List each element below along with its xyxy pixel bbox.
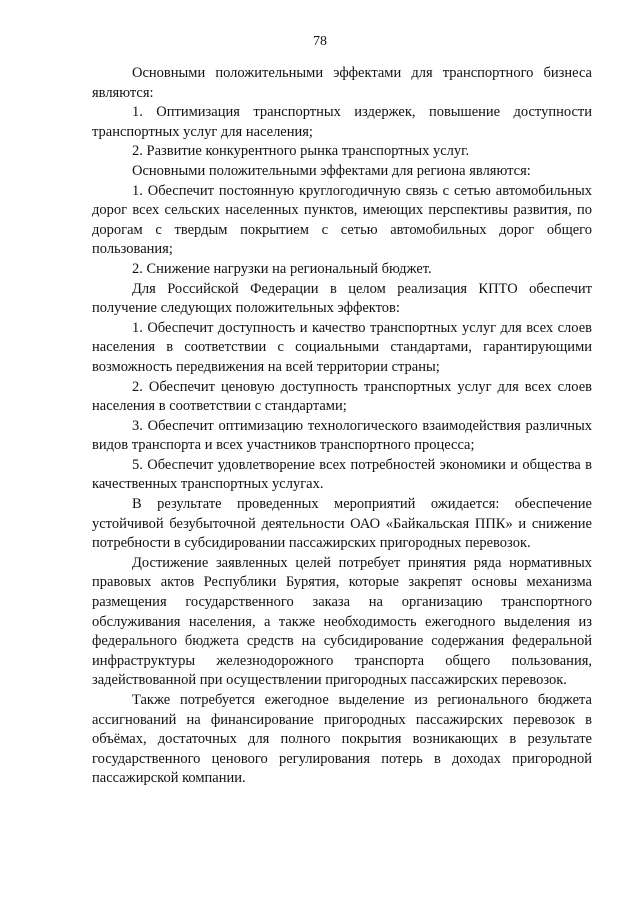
- paragraph: В результате проведенных мероприятий ожидается: обеспечение устойчивой безубыточной деятельности ОАО «Байкальская ППК» и снижение потребности в субсидировании пассажирских пригородных перевозок.: [92, 496, 592, 552]
- paragraph: 3. Обеспечит оптимизацию технологического взаимодействия различных видов транспорта и всех участников транспортного процесса;: [92, 417, 592, 454]
- paragraph: Основными положительными эффектами для транспортного бизнеса являются:: [92, 65, 592, 101]
- paragraph: 1. Оптимизация транспортных издержек, повышение доступности транспортных услуг для населения;: [92, 104, 592, 140]
- paragraph: 5. Обеспечит удовлетворение всех потребностей экономики и общества в качественных транспортных услугах.: [92, 456, 592, 493]
- paragraph: 1. Обеспечит постоянную круглогодичную связь с сетью автомобильных дорог всех сельских населенных пунктов, имеющих перспективы развития, по дорогам с твердым покрытием с сетью автомобильных дорог общего пользования;: [92, 182, 592, 258]
- paragraph: 2. Обеспечит ценовую доступность транспортных услуг для всех слоев населения в соответствии с стандартами;: [92, 378, 592, 415]
- paragraph: Основными положительными эффектами для региона являются:: [132, 162, 531, 179]
- body-text: [92, 64, 592, 789]
- paragraph: 1. Обеспечит доступность и качество транспортных услуг для всех слоев населения в соответствии с социальными стандартами, гарантирующими возможность передвижения на всей территории страны;: [92, 319, 592, 375]
- paragraph: Достижение заявленных целей потребует принятия ряда нормативных правовых актов Республики Бурятия, которые закрепят основы механизма размещения государственного заказа на организацию транспортного обслуживания населения, а также необходимость ежегодного выделения из федерального бюджета средств на субсидирование содержания федеральной инфраструктуры железнодорожного транспорта общего пользования, задействованной при осуществлении пригородных пассажирских перевозок.: [92, 554, 592, 689]
- paragraph: Для Российской Федерации в целом реализация КПТО обеспечит получение следующих положительных эффектов:: [92, 280, 592, 317]
- paragraph: Также потребуется ежегодное выделение из регионального бюджета ассигнований на финансирование пригородных пассажирских перевозок в объёмах, достаточных для полного покрытия возникающих в результате государственного ценового регулирования потерь в доходах пригородной пассажирской компании.: [92, 692, 592, 787]
- paragraph: 2. Развитие конкурентного рынка транспортных услуг.: [132, 143, 470, 160]
- paragraph: 2. Снижение нагрузки на региональный бюджет.: [132, 260, 432, 277]
- page-number: 78: [313, 34, 327, 49]
